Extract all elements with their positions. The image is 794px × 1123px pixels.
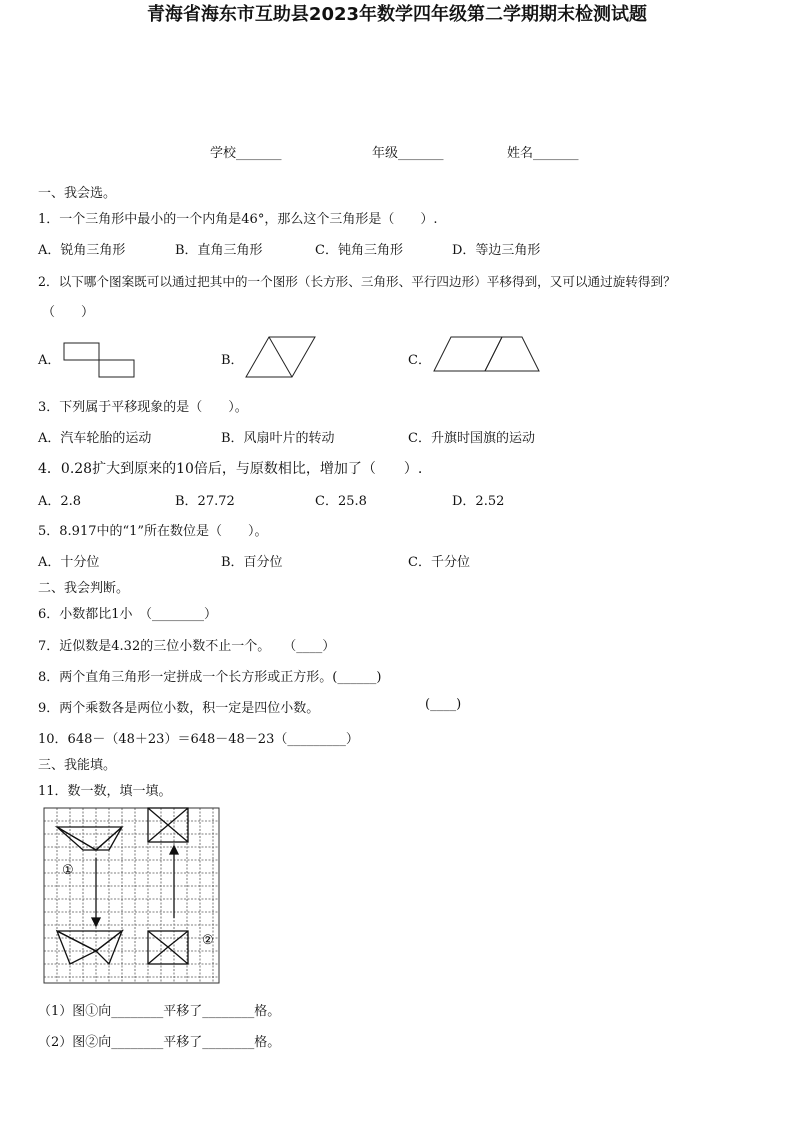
question-4: 4．0.28扩大到原来的10倍后，与原数相比，增加了（ ）.: [38, 461, 423, 477]
q11-grid-figure: [42, 806, 222, 986]
q9-answer-paren: (____): [425, 697, 462, 712]
q1-option-c: C．钝角三角形: [315, 243, 403, 258]
q2-figure-a: [62, 341, 138, 379]
q4-option-a: A．2.8: [38, 494, 82, 509]
question-2: 2．以下哪个图案既可以通过把其中的一个图形（长方形、三角形、平行四边形）平移得到，又可以通过旋转得到？: [38, 274, 676, 289]
question-3: 3．下列属于平移现象的是（ ）。: [38, 400, 248, 415]
question-5: 5．8.917中的“1”所在数位是（ ）。: [38, 524, 268, 539]
section-heading-2: 二、我会判断。: [38, 581, 130, 596]
page-title: 青海省海东市互助县2023年数学四年级第二学期期末检测试题: [146, 4, 648, 25]
q3-option-c: C．升旗时国旗的运动: [408, 431, 535, 446]
q5-option-a: A．十分位: [38, 555, 100, 570]
q2-answer-paren: （ ）: [42, 305, 95, 320]
butterfly-shape-1-moved: [57, 931, 122, 964]
name-field: 姓名_______: [507, 146, 579, 161]
grade-field: 年级_______: [372, 146, 444, 161]
q2-figure-c: [432, 334, 542, 374]
question-11: 11．数一数，填一填。: [38, 784, 172, 799]
figure-label-2: ②: [202, 933, 214, 948]
question-1: 1．一个三角形中最小的一个内角是46°，那么这个三角形是（ ）.: [38, 212, 438, 227]
q3-option-b: B．风扇叶片的转动: [221, 431, 335, 446]
figure-label-1: ①: [62, 863, 74, 878]
q2-figure-b: [244, 334, 318, 380]
q3-option-a: A．汽车轮胎的运动: [38, 431, 152, 446]
q11-sub-question-2: （2）图②向________平移了________格。: [38, 1035, 281, 1050]
bow-shape-2: [148, 808, 188, 842]
q5-option-b: B．百分位: [221, 555, 283, 570]
q1-option-b: B．直角三角形: [175, 243, 263, 258]
q4-option-d: D．2.52: [452, 494, 505, 509]
q2-option-b: B．: [221, 353, 244, 368]
section-heading-3: 三、我能填。: [38, 758, 117, 773]
q4-option-b: B．27.72: [175, 494, 235, 509]
school-field: 学校_______: [210, 146, 282, 161]
bow-shape-2-moved: [148, 931, 188, 964]
question-9: 9．两个乘数各是两位小数，积一定是四位小数。: [38, 701, 320, 716]
q2-option-a: A．: [38, 353, 61, 368]
butterfly-shape-1: [57, 827, 122, 850]
q2-option-c: C．: [408, 353, 431, 368]
q4-option-c: C．25.8: [315, 494, 367, 509]
question-6: 6．小数都比1小 （________）: [38, 607, 218, 622]
section-heading-1: 一、我会选。: [38, 186, 117, 201]
q11-sub-question-1: （1）图①向________平移了________格。: [38, 1004, 281, 1019]
q1-option-a: A．锐角三角形: [38, 243, 126, 258]
question-10: 10．648－（48＋23）＝648－48－23（_________）: [38, 732, 359, 747]
q5-option-c: C．千分位: [408, 555, 470, 570]
question-7: 7．近似数是4.32的三位小数不止一个。 （____）: [38, 639, 336, 654]
q1-option-d: D．等边三角形: [452, 243, 541, 258]
question-8: 8．两个直角三角形一定拼成一个长方形或正方形。(______): [38, 670, 382, 685]
